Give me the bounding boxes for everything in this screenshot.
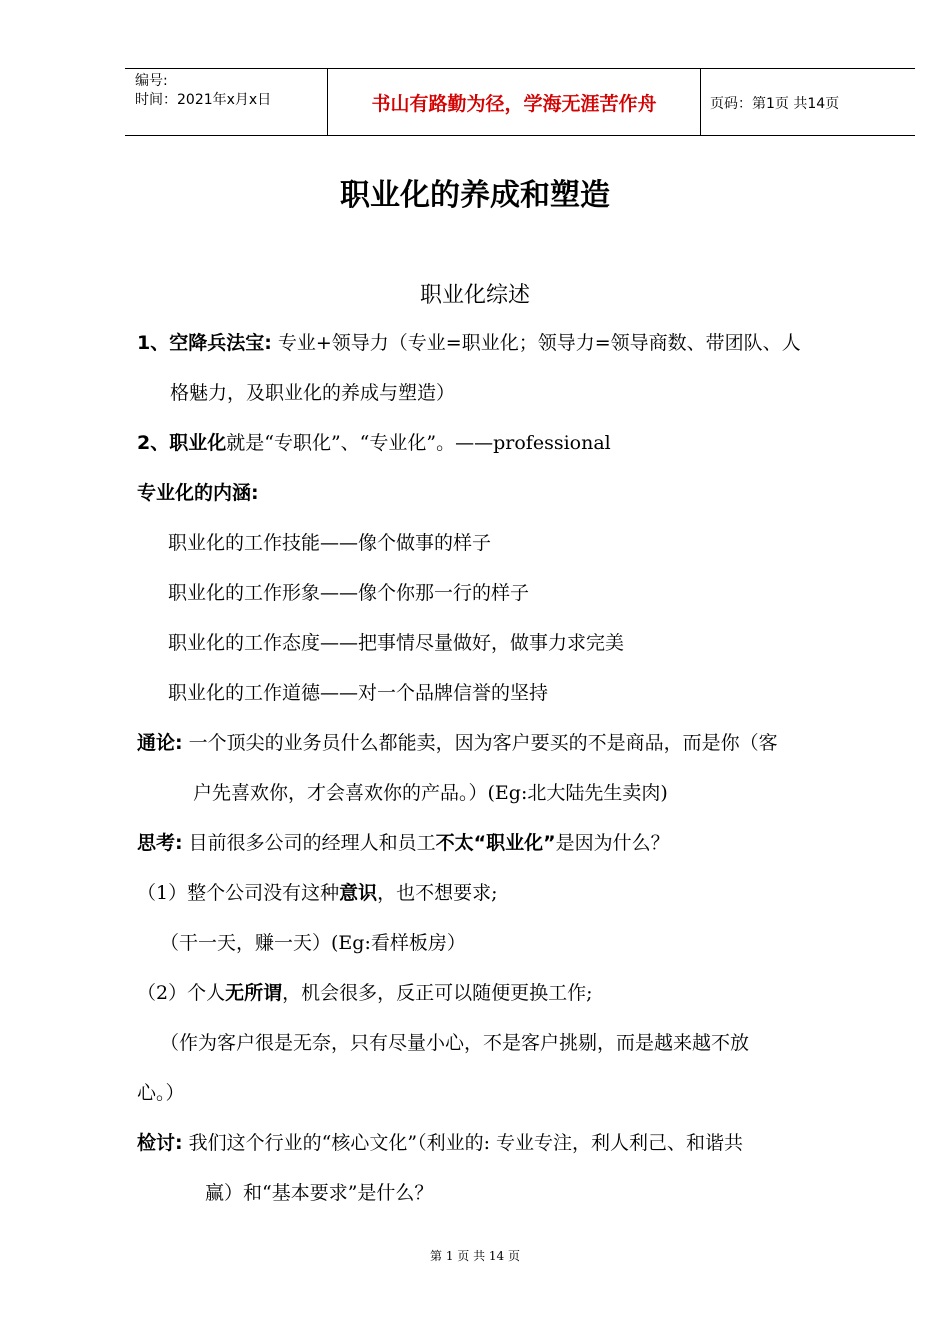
header-left [135,72,271,110]
label-bold: 1、空降兵法宝: [137,332,272,354]
number: 2、 [137,432,170,454]
reason-2-note: （作为客户很是无奈，只有尽量小心，不是客户挑剔，而是越来越不放 [160,1032,750,1054]
paragraph-2 [137,430,611,456]
text: （1）整个公司没有这种 [137,882,340,904]
reason-1 [137,880,498,906]
page-header [125,68,915,136]
text: ，也不想要求; [377,882,498,904]
list-item: 职业化的工作形象——像个你那一行的样子 [168,582,530,604]
label-bold: 思考: [137,832,183,854]
page-footer: 第 1 页 共 14 页 [430,1249,520,1263]
text: 我们这个行业的“核心文化”（利业的: 专业专注，利人利己、和谐共 [182,1132,744,1154]
paragraph-review-cont: 赢）和“基本要求”是什么？ [205,1182,434,1204]
emphasis: 意识 [339,882,378,904]
list-item: 职业化的工作道德——对一个品牌信誉的坚持 [168,682,549,704]
page-info: 页码：第1页 共14页 [710,96,840,112]
text: 就是“专职化”、“专业化”。——professional [226,432,611,454]
text: 是因为什么？ [555,832,670,854]
text: ，机会很多，反正可以随便更换工作; [282,982,593,1004]
paragraph-general-cont: 户先喜欢你，才会喜欢你的产品。）(Eg:北大陆先生卖肉) [193,782,668,804]
paragraph-general [137,730,778,756]
time-label: 时间：2021年x月x日 [135,92,272,108]
text: （2）个人 [137,982,226,1004]
heading-connotation: 专业化的内涵: [137,482,259,504]
label-bold: 通论: [137,732,183,754]
paragraph-1 [137,330,801,356]
paragraph-review [137,1130,743,1156]
reason-2 [137,980,593,1006]
reason-2-note-cont: 心。） [137,1082,185,1104]
motto: 书山有路勤为径，学海无涯苦作舟 [327,69,701,135]
label-bold: 检讨: [137,1132,183,1154]
list-item: 职业化的工作态度——把事情尽量做好，做事力求完美 [168,632,625,654]
text: 专业+领导力（专业=职业化；领导力=领导商数、带团队、人 [271,332,801,354]
emphasis: 不太“职业化” [435,832,556,854]
paragraph-think [137,830,670,856]
reason-1-note: （干一天，赚一天）(Eg:看样板房） [160,932,466,954]
number-label: 编号: [135,73,168,89]
paragraph-1-cont: 格魅力，及职业化的养成与塑造） [170,382,456,404]
list-item: 职业化的工作技能——像个做事的样子 [168,532,492,554]
document-title: 职业化的养成和塑造 [340,178,610,213]
emphasis: 无所谓 [225,982,283,1004]
section-title: 职业化综述 [419,283,530,308]
label-bold: 职业化 [169,432,227,454]
text: 目前很多公司的经理人和员工 [182,832,436,854]
text: 一个顶尖的业务员什么都能卖，因为客户要买的不是商品，而是你（客 [182,732,778,754]
